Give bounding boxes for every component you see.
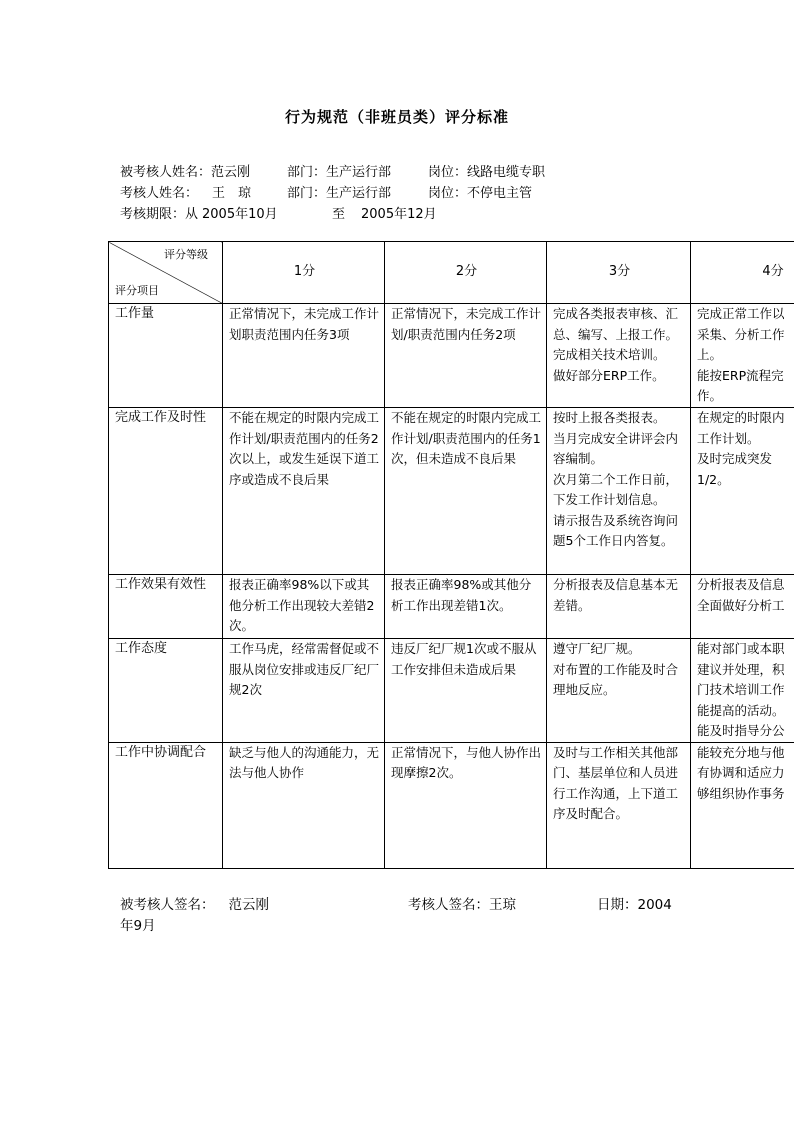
criteria-cell bbox=[223, 742, 385, 868]
scoring-table-container bbox=[108, 241, 794, 871]
examinee-signature bbox=[120, 893, 269, 913]
table-row bbox=[109, 408, 794, 575]
row-item-label: 工作量 bbox=[109, 304, 223, 408]
criteria-cell bbox=[691, 639, 794, 743]
column-header-4: 4分 bbox=[691, 242, 794, 304]
criteria-line: 在规定的时限内 bbox=[697, 410, 785, 425]
examiner-dept-label: 部门： bbox=[287, 186, 327, 201]
criteria-line: 建议并处理，积 bbox=[697, 661, 785, 677]
criteria-line: 缺乏与他人的沟通能力，无法与他人协作 bbox=[229, 744, 380, 780]
examiner-name-label: 考核人姓名： bbox=[120, 186, 199, 201]
criteria-line: 正常情况下，未完成工作计划/职责范围内任务2项 bbox=[391, 306, 542, 342]
criteria-line: 完成正常工作以 bbox=[697, 306, 785, 321]
column-header-3: 3分 bbox=[547, 242, 691, 304]
sign-date-year: 2004 bbox=[637, 897, 672, 913]
criteria-line: 完成相关技术培训。 bbox=[553, 347, 666, 362]
examiner-post-label: 岗位： bbox=[428, 186, 468, 201]
sign-date bbox=[597, 893, 672, 913]
criteria-line: 能对部门或本职 bbox=[697, 641, 785, 656]
examinee-dept: 生产运行部 bbox=[326, 165, 392, 180]
criteria-line: 1/2。 bbox=[697, 471, 730, 487]
column-header-1: 1分 bbox=[223, 242, 385, 304]
examiner-post: 不停电主管 bbox=[467, 186, 533, 201]
period-to-label: 至 bbox=[332, 207, 346, 222]
criteria-cell bbox=[223, 408, 385, 575]
criteria-line: 采集、分析工作 bbox=[697, 326, 785, 342]
period-end: 2005年12月 bbox=[361, 207, 437, 222]
criteria-line: 按时上报各类报表。 bbox=[553, 410, 666, 425]
criteria-cell bbox=[547, 408, 691, 575]
table-row bbox=[109, 639, 794, 743]
criteria-line: 能提高的活动。 bbox=[697, 702, 785, 718]
period-label: 考核期限：从 bbox=[120, 207, 199, 222]
criteria-line: 报表正确率98%以下或其他分析工作出现较大差错2次。 bbox=[229, 577, 375, 633]
document-title: 行为规范（非班员类）评分标准 bbox=[284, 108, 509, 126]
criteria-line: 违反厂纪厂规1次或不服从工作安排但未造成后果 bbox=[391, 641, 537, 677]
criteria-cell bbox=[547, 742, 691, 868]
criteria-line: 作。 bbox=[697, 388, 723, 403]
criteria-line: 请示报告及系统咨询问题5个工作日内答复。 bbox=[553, 512, 679, 548]
sign-date-label: 日期： bbox=[597, 897, 638, 913]
criteria-line: 分析报表及信息 bbox=[697, 577, 785, 592]
criteria-cell bbox=[223, 304, 385, 408]
criteria-cell bbox=[385, 639, 547, 743]
row-item-label: 完成工作及时性 bbox=[109, 408, 223, 575]
criteria-line: 及时与工作相关其他部门、基层单位和人员进行工作沟通，上下道工序及时配合。 bbox=[553, 744, 679, 821]
examiner-signature-value: 王琼 bbox=[489, 897, 516, 913]
criteria-line: 正常情况下，与他人协作出现摩擦2次。 bbox=[391, 744, 542, 780]
criteria-cell bbox=[385, 304, 547, 408]
criteria-cell bbox=[691, 304, 794, 408]
criteria-cell bbox=[385, 408, 547, 575]
period-start: 2005年10月 bbox=[202, 207, 278, 222]
row-item-label: 工作效果有效性 bbox=[109, 575, 223, 639]
table-row bbox=[109, 575, 794, 639]
row-item-label: 工作中协调配合 bbox=[109, 742, 223, 868]
criteria-line: 当月完成安全讲评会内容编制。 bbox=[553, 430, 679, 466]
criteria-line: 不能在规定的时限内完成工作计划/职责范围内的任务2次以上，或发生延误下道工序或造成不良后果 bbox=[229, 410, 380, 487]
criteria-line: 完成各类报表审核、汇总、编写、上报工作。 bbox=[553, 306, 679, 342]
criteria-cell bbox=[547, 304, 691, 408]
criteria-cell bbox=[223, 575, 385, 639]
criteria-cell bbox=[223, 639, 385, 743]
examiner-name: 王 琼 bbox=[212, 186, 252, 201]
criteria-cell bbox=[691, 742, 794, 868]
criteria-cell bbox=[385, 575, 547, 639]
criteria-line: 工作计划。 bbox=[697, 430, 760, 446]
column-header-2: 2分 bbox=[385, 242, 547, 304]
examiner-signature bbox=[408, 893, 516, 913]
sign-date-continued: 年9月 bbox=[120, 918, 156, 934]
criteria-line: 能较充分地与他 bbox=[697, 744, 785, 760]
examinee-signature-label: 被考核人签名： bbox=[120, 897, 215, 913]
examiner-dept: 生产运行部 bbox=[326, 186, 392, 201]
criteria-line: 工作马虎，经常需督促或不服从岗位安排或违反厂纪厂规2次 bbox=[229, 641, 380, 697]
criteria-cell bbox=[547, 639, 691, 743]
corner-item-label: 评分项目 bbox=[115, 283, 159, 297]
criteria-line: 报表正确率98%或其他分析工作出现差错1次。 bbox=[391, 577, 532, 613]
criteria-cell bbox=[385, 742, 547, 868]
examinee-signature-value: 范云刚 bbox=[228, 897, 269, 913]
criteria-line: 够组织协作事务 bbox=[697, 785, 785, 801]
table-row bbox=[109, 304, 794, 408]
criteria-line: 分析报表及信息基本无差错。 bbox=[553, 577, 679, 613]
criteria-line: 及时完成突发 bbox=[697, 451, 773, 466]
criteria-line: 遵守厂纪厂规。 bbox=[553, 641, 641, 656]
table-header-row bbox=[109, 242, 794, 304]
criteria-line: 有协调和适应力 bbox=[697, 765, 785, 780]
criteria-cell bbox=[691, 575, 794, 639]
criteria-cell bbox=[691, 408, 794, 575]
examiner-signature-label: 考核人签名： bbox=[408, 897, 489, 913]
corner-header-cell bbox=[109, 242, 223, 304]
criteria-line: 上。 bbox=[697, 347, 723, 362]
criteria-line: 不能在规定的时限内完成工作计划/职责范围内的任务1次，但未造成不良后果 bbox=[391, 410, 542, 466]
examinee-dept-label: 部门： bbox=[287, 165, 327, 180]
examinee-post-label: 岗位： bbox=[428, 165, 468, 180]
examinee-name: 范云刚 bbox=[211, 165, 251, 180]
corner-grade-label: 评分等级 bbox=[164, 248, 208, 261]
criteria-line: 对布置的工作能及时合理地反应。 bbox=[553, 661, 679, 697]
criteria-cell bbox=[547, 575, 691, 639]
criteria-line: 正常情况下，未完成工作计划职责范围内任务3项 bbox=[229, 306, 380, 342]
criteria-line: 门技术培训工作 bbox=[697, 682, 785, 697]
row-item-label: 工作态度 bbox=[109, 639, 223, 743]
criteria-line: 全面做好分析工 bbox=[697, 597, 785, 613]
criteria-line: 能按ERP流程完 bbox=[697, 367, 784, 383]
scoring-table bbox=[108, 241, 794, 869]
examinee-name-label: 被考核人姓名： bbox=[120, 165, 212, 180]
table-row bbox=[109, 742, 794, 868]
criteria-line: 次月第二个工作日前，下发工作计划信息。 bbox=[553, 471, 679, 507]
criteria-line: 能及时指导分公 bbox=[697, 723, 785, 738]
criteria-line: 做好部分ERP工作。 bbox=[553, 367, 665, 383]
examinee-post: 线路电缆专职 bbox=[467, 165, 546, 180]
